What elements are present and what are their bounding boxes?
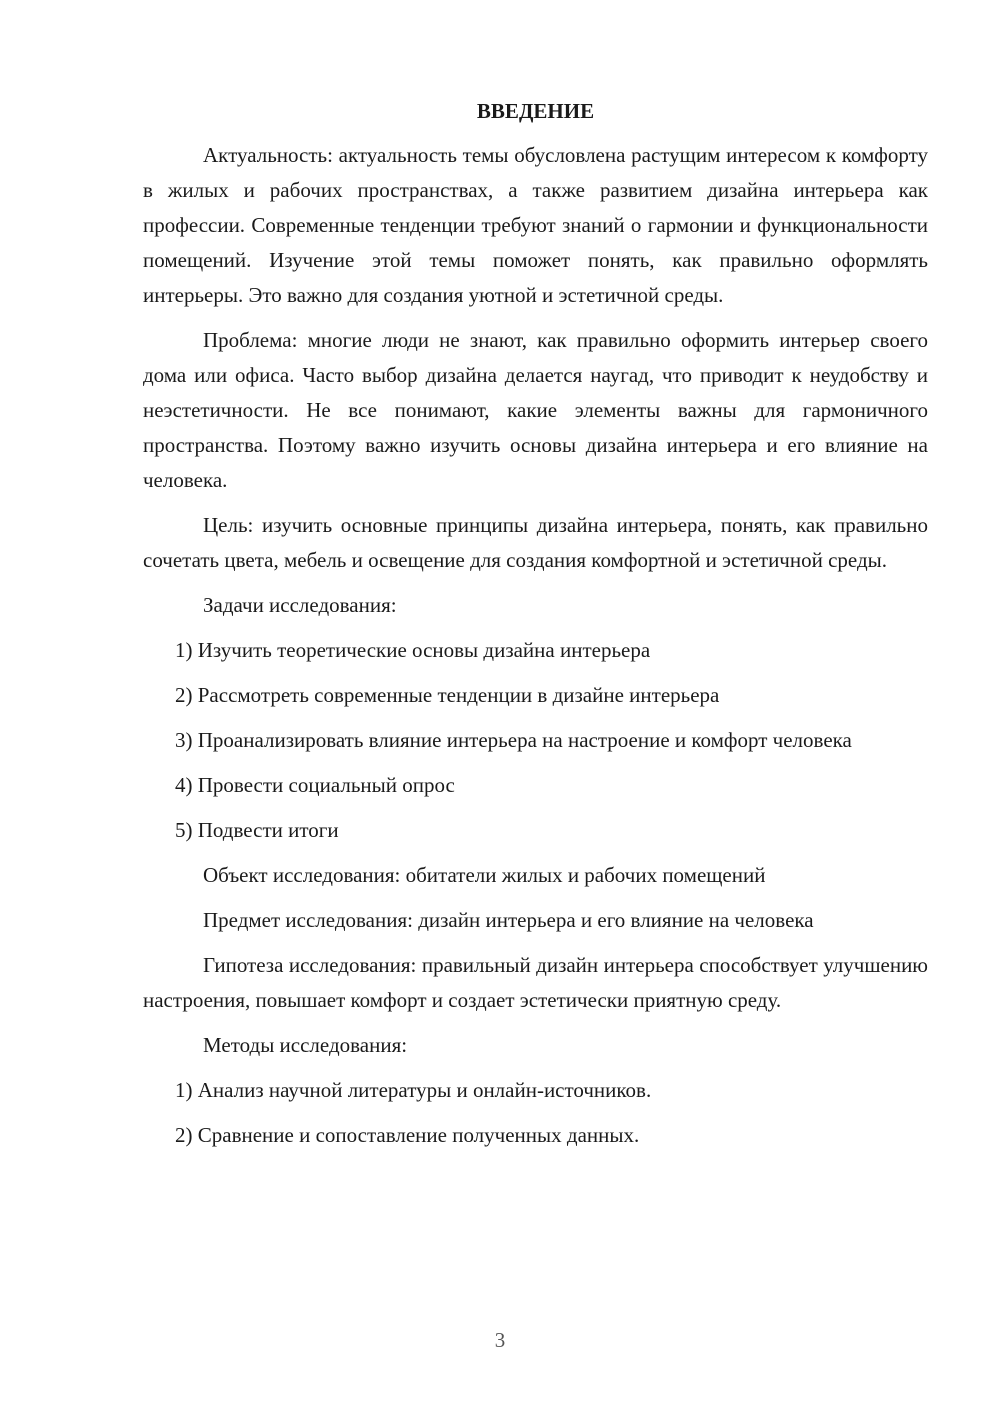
goal-paragraph: Цель: изучить основные принципы дизайна интерьера, понять, как правильно сочетать цвета, мебель и освещение для создания комфортной и эстетичной среды. [143,513,928,572]
task-item-1: 1) Изучить теоретические основы дизайна интерьера [175,638,651,662]
task-item-3: 3) Проанализировать влияние интерьера на настроение и комфорт человека [175,728,852,752]
task-item-4: 4) Провести социальный опрос [175,773,455,797]
task-item-2: 2) Рассмотреть современные тенденции в дизайне интерьера [175,683,720,707]
problem-paragraph: Проблема: многие люди не знают, как правильно оформить интерьер своего дома или офиса. Часто выбор дизайна делается наугад, что приводит к неудобству и неэстетичности. Не все понимают, какие элементы важны для гармоничного пространства. Поэтому важно изучить основы дизайна интерьера и его влияние на человека. [143,328,928,492]
tasks-heading: Задачи исследования: [203,593,397,617]
relevance-paragraph: Актуальность: актуальность темы обусловлена растущим интересом к комфорту в жилых и рабочих пространствах, а также развитием дизайна интерьера как профессии. Современные тенденции требуют знаний о гармонии и функциональности помещений. Изучение этой темы поможет понять, как правильно оформлять интерьеры. Это важно для создания уютной и эстетичной среды. [143,143,928,307]
section-title: ВВЕДЕНИЕ [476,99,595,123]
object-line: Объект исследования: обитатели жилых и рабочих помещений [203,863,766,887]
document-page [143,96,928,1163]
subject-line: Предмет исследования: дизайн интерьера и его влияние на человека [203,908,814,932]
methods-heading: Методы исследования: [203,1033,408,1057]
method-item-2: 2) Сравнение и сопоставление полученных данных. [175,1123,640,1147]
hypothesis-paragraph: Гипотеза исследования: правильный дизайн интерьера способствует улучшению настроения, повышает комфорт и создает эстетически приятную среду. [143,953,928,1012]
page-number: 3 [494,1328,506,1352]
task-item-5: 5) Подвести итоги [175,818,339,842]
method-item-1: 1) Анализ научной литературы и онлайн-источников. [175,1078,652,1102]
